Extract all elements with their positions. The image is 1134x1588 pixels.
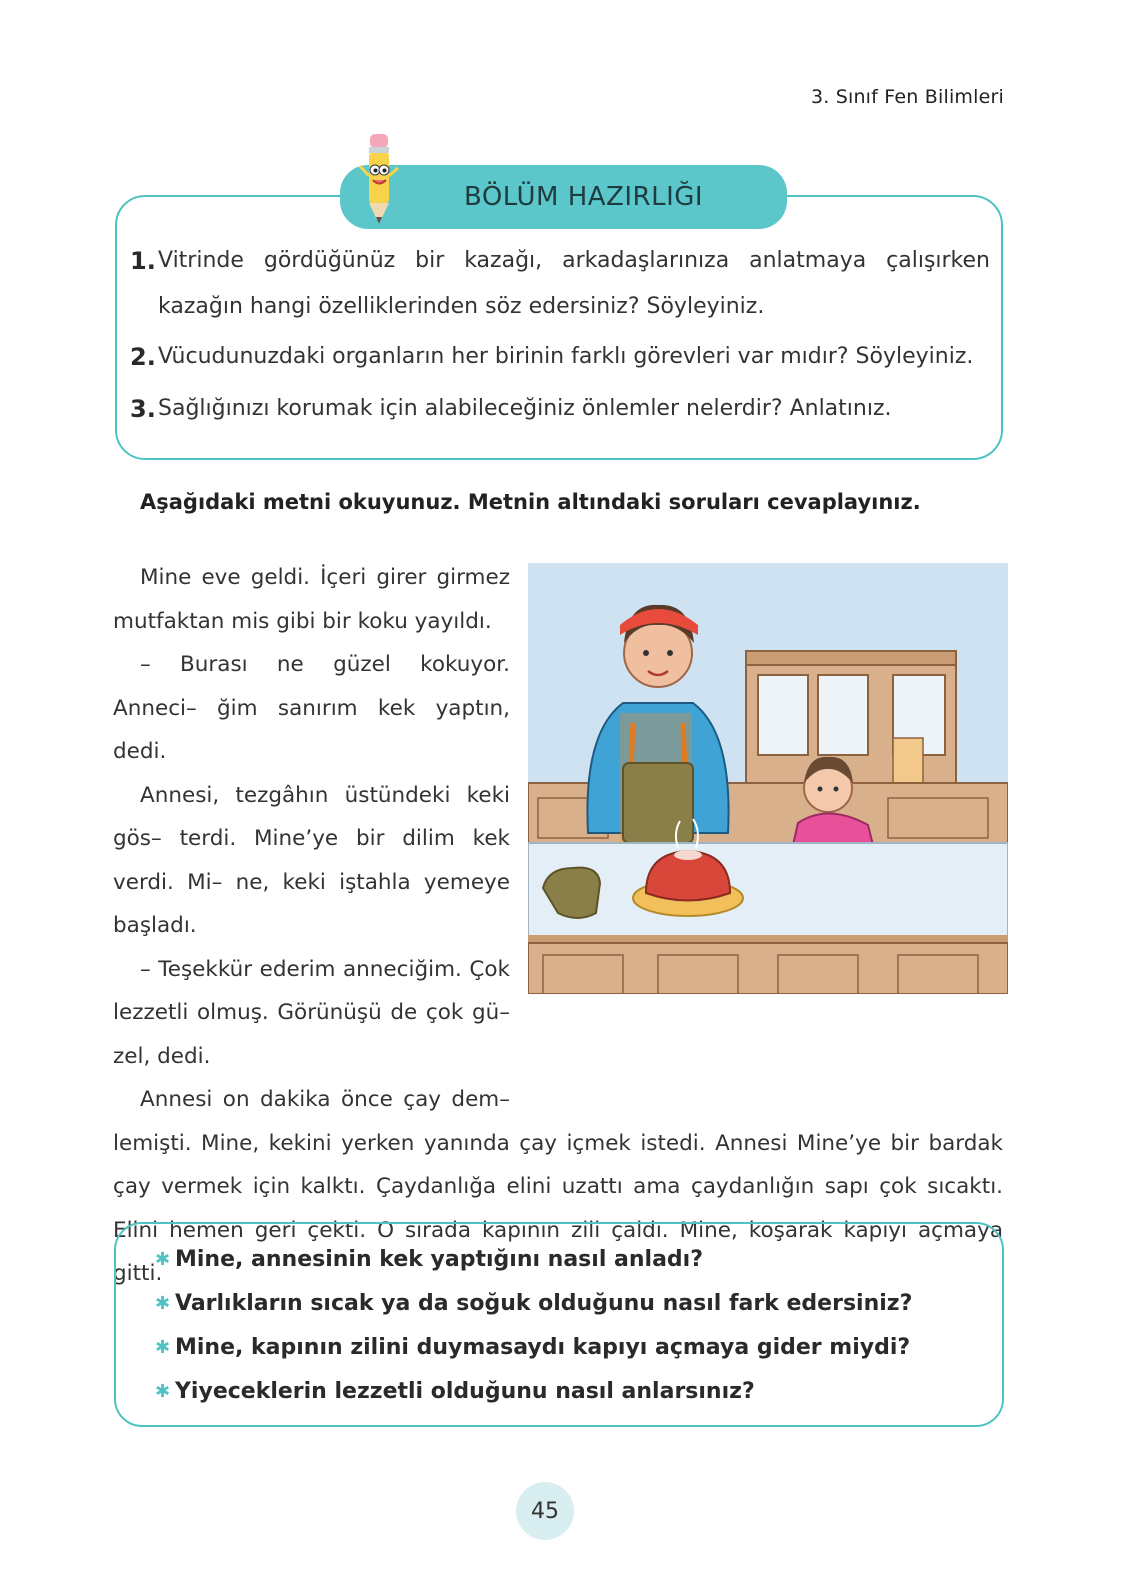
question-text: Yiyeceklerin lezzetli olduğunu nasıl anlarsınız? [175,1379,755,1404]
preparation-title: BÖLÜM HAZIRLIĞI [463,182,704,212]
question-text: Vitrinde gördüğünüz bir kazağı, arkadaşlarınıza anlatmaya çalışırken kazağın hangi özelliklerinden söz edersiniz? Söyleyiniz. [158,248,990,319]
asterisk-icon: ✱ [155,1249,171,1270]
question-number: 1. [130,247,156,275]
question-text: Varlıkların sıcak ya da soğuk olduğunu nasıl fark edersiniz? [175,1291,913,1316]
asterisk-icon: ✱ [155,1381,171,1402]
question-item [130,238,990,330]
story-paragraph: – Burası ne güzel kokuyor. Anneci– ğim sanırım kek yaptın, dedi. [113,652,510,764]
question-number: 3. [130,395,156,423]
story-paragraph: Mine eve geldi. İçeri girer girmez mutfaktan mis gibi bir koku yayıldı. [113,565,510,634]
asterisk-icon: ✱ [155,1337,171,1358]
story-paragraph: Annesi on dakika önce çay dem– [140,1087,510,1112]
question-item [155,1326,912,1370]
preparation-questions [130,238,990,432]
question-item [155,1282,912,1326]
page-number: 45 [516,1482,574,1540]
question-text: Sağlığınızı korumak için alabileceğiniz önlemler nelerdir? Anlatınız. [158,396,892,421]
reading-instruction: Aşağıdaki metni okuyunuz. Metnin altındaki soruları cevaplayınız. [140,490,921,514]
questions-list [155,1238,912,1414]
story-column [113,556,510,1122]
asterisk-icon: ✱ [155,1293,171,1314]
story-paragraph: – Teşekkür ederim anneciğim. Çok lezzetli olmuş. Görünüşü de çok gü– zel, dedi. [113,956,510,1069]
question-text: Mine, annesinin kek yaptığını nasıl anladı? [175,1247,703,1272]
kitchen-illustration [528,563,1008,994]
pencil-mascot-icon [356,132,402,228]
question-item [155,1370,912,1414]
question-number: 2. [130,343,156,371]
preparation-tab [340,165,787,229]
question-item [130,334,990,380]
question-item [155,1238,912,1282]
question-item [130,386,990,432]
question-text: Vücudunuzdaki organların her birinin farklı görevleri var mıdır? Söyleyiniz. [158,344,974,369]
book-header: 3. Sınıf Fen Bilimleri [810,86,1004,108]
story-paragraph: lemişti. Mine, kekini yerken yanında çay içmek istedi. Annesi Mine’ye bir bardak çay vermek için kalktı. Çaydanlığa elini uzattı ama çaydanlığın sapı çok sıcaktı. Elini hemen geri çekti. O sırada kapının zili çaldı. Mine, koşarak kapıyı açmaya gitti. [113,1130,1003,1286]
story-paragraph: Annesi, tezgâhın üstündeki keki gös– terdi. Mine’ye bir dilim kek verdi. Mi– ne, keki iştahla yemeye başladı. [113,782,510,938]
question-text: Mine, kapının zilini duymasaydı kapıyı açmaya gider miydi? [175,1335,911,1360]
